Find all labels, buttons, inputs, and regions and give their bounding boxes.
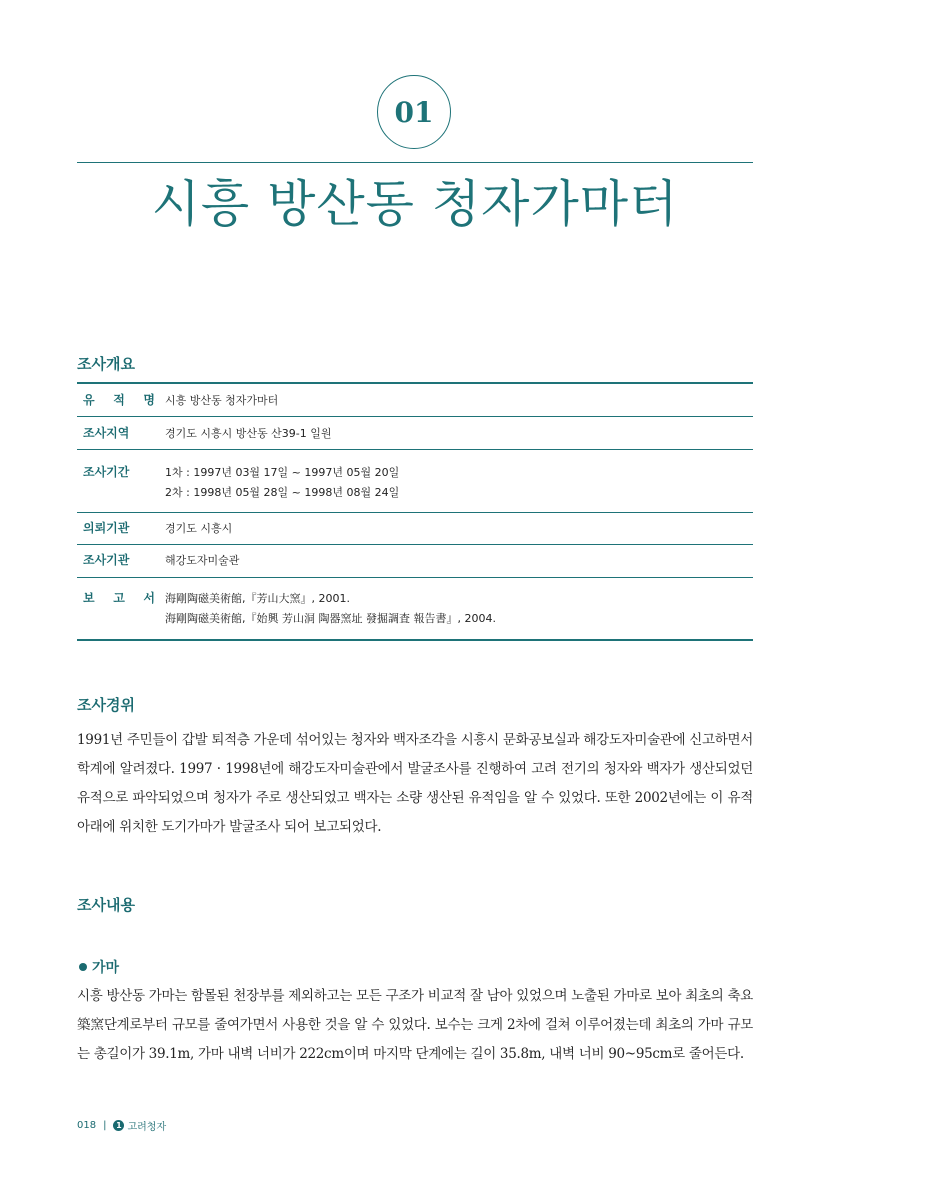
footer-separator: | bbox=[103, 1120, 107, 1131]
row-label: 유 적 명 bbox=[83, 393, 155, 407]
contents-heading: 조사내용 bbox=[77, 896, 135, 914]
chapter-number-badge: 01 bbox=[377, 75, 451, 149]
kiln-subheading bbox=[77, 957, 119, 977]
table-row bbox=[77, 450, 753, 513]
row-label: 조사기관 bbox=[83, 553, 130, 567]
kiln-subheading-label: 가마 bbox=[92, 960, 120, 976]
page-title: 시흥 방산동 청자가마터 bbox=[151, 175, 679, 233]
row-label: 보 고 서 bbox=[83, 591, 155, 605]
row-value: 해강도자미술관 bbox=[165, 554, 240, 567]
kiln-paragraph: 시흥 방산동 가마는 함몰된 천장부를 제외하고는 모든 구조가 비교적 잘 남아 있었으며 노출된 가마로 보아 최초의 축요築窯단계로부터 규모를 줄여가면서 사용한 것을 알 수 있었다. 보수는 크게 2차에 걸쳐 이루어졌는데 최초의 가마 규모는 총길이가 39.1m, 가마 내벽 너비가 222cm이며 마지막 단계에는 길이 35.8m, 내벽 너비 90~95cm로 줄어든다. bbox=[77, 988, 753, 1062]
background-heading: 조사경위 bbox=[77, 696, 135, 714]
table-row bbox=[77, 383, 753, 417]
overview-table bbox=[77, 382, 753, 641]
overview-heading: 조사개요 bbox=[77, 355, 135, 373]
row-label: 조사기간 bbox=[83, 465, 130, 479]
row-value: 시흥 방산동 청자가마터 bbox=[165, 394, 279, 407]
table-row bbox=[77, 513, 753, 545]
row-label: 의뢰기관 bbox=[83, 521, 130, 535]
bullet-icon bbox=[79, 963, 87, 971]
table-row bbox=[77, 417, 753, 450]
table-row bbox=[77, 578, 753, 641]
row-value: 2차 : 1998년 05월 28일 ~ 1998년 08월 24일 bbox=[165, 486, 400, 499]
row-value: 경기도 시흥시 bbox=[165, 522, 233, 535]
title-divider bbox=[77, 162, 753, 163]
table-row bbox=[77, 545, 753, 578]
row-label: 조사지역 bbox=[83, 426, 130, 440]
chapter-name: 고려청자 bbox=[127, 1122, 167, 1133]
chapter-mark-icon: 1 bbox=[113, 1120, 124, 1131]
background-paragraph: 1991년 주민들이 갑발 퇴적층 가운데 섞어있는 청자와 백자조각을 시흥시 문화공보실과 해강도자미술관에 신고하면서 학계에 알려졌다. 1997 · 1998년에 해강도자미술관에서 발굴조사를 진행하여 고려 전기의 청자와 백자가 생산되었던 유적으로 파악되었으며 청자가 주로 생산되었고 백자는 소량 생산된 유적임을 알 수 있었다. 또한 2002년에는 이 유적 아래에 위치한 도기가마가 발굴조사 되어 보고되었다. bbox=[77, 732, 753, 835]
row-value: 海剛陶磁美術館,『始興 芳山洞 陶器窯址 發掘調査 報告書』, 2004. bbox=[165, 612, 496, 625]
page-footer bbox=[77, 1118, 166, 1133]
page-number: 018 bbox=[77, 1120, 97, 1131]
row-value: 海剛陶磁美術館,『芳山大窯』, 2001. bbox=[165, 592, 350, 605]
row-value: 1차 : 1997년 03월 17일 ~ 1997년 05월 20일 bbox=[165, 466, 400, 479]
row-value: 경기도 시흥시 방산동 산39-1 일원 bbox=[165, 427, 332, 440]
